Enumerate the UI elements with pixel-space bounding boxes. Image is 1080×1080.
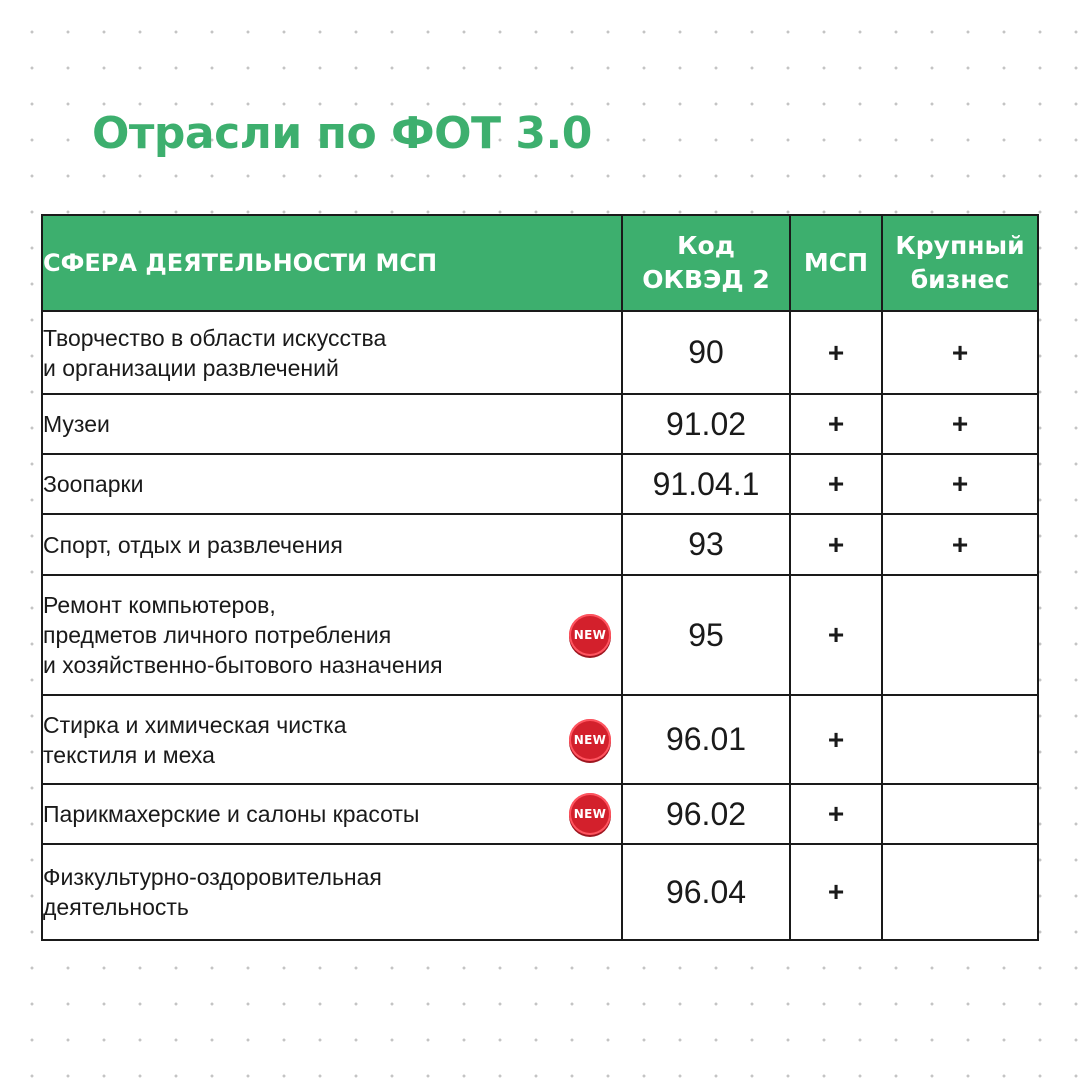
sphere-cell <box>42 454 622 514</box>
okved-code-cell: 93 <box>622 514 790 575</box>
large-business-mark-cell: + <box>882 394 1038 454</box>
table-row <box>42 394 1038 454</box>
msp-mark-cell: + <box>790 394 882 454</box>
large-business-mark-cell: + <box>882 514 1038 575</box>
okved-code-cell: 91.04.1 <box>622 454 790 514</box>
okved-code-cell: 96.01 <box>622 695 790 784</box>
sphere-label: Спорт, отдых и развлечения <box>43 531 343 558</box>
large-business-mark-cell <box>882 844 1038 940</box>
large-business-mark-cell <box>882 784 1038 844</box>
header-large-business <box>882 215 1038 311</box>
sphere-label: Ремонт компьютеров, предметов личного потребления и хозяйственно-бытового назначения <box>43 592 443 678</box>
sphere-label: Музеи <box>43 411 110 437</box>
header-msp: МСП <box>790 215 882 311</box>
msp-mark-cell: + <box>790 844 882 940</box>
msp-mark-cell: + <box>790 311 882 394</box>
large-business-mark-cell: + <box>882 454 1038 514</box>
new-badge: NEW <box>569 793 611 835</box>
table-row <box>42 514 1038 575</box>
sphere-label: Физкультурно-оздоровительная деятельность <box>43 864 382 920</box>
header-sphere: СФЕРА ДЕЯТЕЛЬНОСТИ МСП <box>42 215 622 311</box>
header-large-line1: Крупный <box>895 231 1025 260</box>
sphere-cell <box>42 311 622 394</box>
large-business-mark-cell: + <box>882 311 1038 394</box>
sphere-label: Стирка и химическая чистка текстиля и меха <box>43 711 347 768</box>
sphere-label: Парикмахерские и салоны красоты <box>43 801 420 827</box>
new-badge: NEW <box>569 614 611 656</box>
header-okved-line1: Код <box>677 231 735 260</box>
large-business-mark-cell <box>882 575 1038 695</box>
table-body <box>42 311 1038 940</box>
sphere-cell <box>42 695 622 784</box>
msp-mark-cell: + <box>790 784 882 844</box>
header-okved-code <box>622 215 790 311</box>
sphere-cell <box>42 844 622 940</box>
table-row <box>42 844 1038 940</box>
table-row <box>42 695 1038 784</box>
sphere-cell <box>42 575 622 695</box>
msp-mark-cell: + <box>790 575 882 695</box>
table-row <box>42 575 1038 695</box>
table-row <box>42 784 1038 844</box>
msp-mark-cell: + <box>790 454 882 514</box>
sphere-cell <box>42 394 622 454</box>
large-business-mark-cell <box>882 695 1038 784</box>
table-row <box>42 454 1038 514</box>
header-large-line2: бизнес <box>910 265 1010 294</box>
sphere-cell <box>42 514 622 575</box>
page-title: Отрасли по ФОТ 3.0 <box>92 108 592 159</box>
table-row <box>42 311 1038 394</box>
industries-table <box>41 214 1039 941</box>
okved-code-cell: 95 <box>622 575 790 695</box>
msp-mark-cell: + <box>790 514 882 575</box>
msp-mark-cell: + <box>790 695 882 784</box>
new-badge: NEW <box>569 719 611 761</box>
okved-code-cell: 90 <box>622 311 790 394</box>
okved-code-cell: 91.02 <box>622 394 790 454</box>
sphere-cell <box>42 784 622 844</box>
sphere-label: Зоопарки <box>43 471 144 497</box>
okved-code-cell: 96.02 <box>622 784 790 844</box>
table-header-row <box>42 215 1038 311</box>
header-okved-line2: ОКВЭД 2 <box>642 265 770 294</box>
okved-code-cell: 96.04 <box>622 844 790 940</box>
sphere-label: Творчество в области искусства и организации развлечений <box>43 324 387 381</box>
